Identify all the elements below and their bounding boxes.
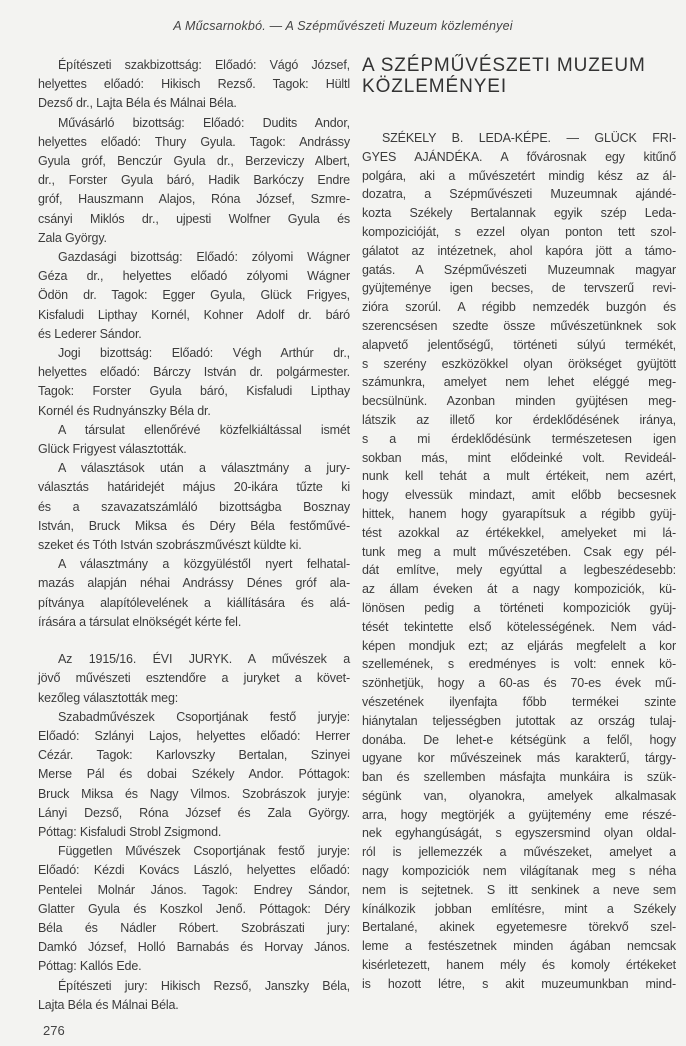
text-line: Tagok: Forster Gyula báró, Kisfaludi Lipthay (38, 384, 350, 399)
text-line: A választmány a közgyüléstől nyert felhatal- (58, 557, 350, 572)
text-line: hiánytalan teljességben jutottak az ország tulaj- (362, 713, 676, 728)
text-line: zióra szorúl. A régibb nemzedék buzgón és (362, 300, 676, 315)
text-line: képen mondjuk ezt; az eljárás megfelelt a kor (362, 638, 676, 653)
text-line: jövő művészeti esztendőre a juryket a követ- (38, 671, 350, 686)
text-line: s a mi érdeklődésünk természetesen igen (362, 431, 676, 446)
text-line: Póttag: Kallós Ede. (38, 959, 142, 974)
text-line: és Lederer Sándor. (38, 326, 142, 341)
text-line: István, Bruck Miksa és Déry Béla festőművé- (38, 518, 350, 533)
text-line: Bertalané, akinek egyetemesre törekvő szel- (362, 920, 676, 935)
text-line: kezőleg választották meg: (38, 690, 179, 705)
text-line: A választások után a választmány a jury- (58, 461, 350, 476)
text-line: szönhetjük, hogy a 60-as és 70-es évek mű- (362, 676, 676, 691)
text-line: leme a festészetnek minden ágában nemcsak (362, 939, 676, 954)
text-line: Független Művészek Csoportjának festő juryje: (58, 844, 350, 859)
running-header: A Műcsarnokbó. — A Szépművészeti Muzeum közleményei (173, 19, 513, 33)
text-line: Merse Pál és dobai Székely Andor. Póttagok: (38, 767, 350, 782)
text-line: lönösen pedig a történeti kompoziciók gyüj- (362, 600, 676, 615)
text-line: Dezső dr., Lajta Béla és Málnai Béla. (38, 96, 237, 111)
text-line: sokban más, mint elődeinké volt. Revideál- (362, 450, 676, 465)
text-line: Zala György. (38, 230, 107, 245)
text-line: Béla és Nádler Róbert. Szobrászati jury: (38, 920, 350, 935)
text-line: nunk kell tehát a mult értékeit, nem azért, (362, 469, 676, 484)
paragraph (38, 459, 350, 555)
text-line: Lányi Dezső, Róna József és Zala György. (38, 805, 350, 820)
text-line: csányi Miklós dr., ujpesti Wolfner Gyula és (38, 211, 350, 226)
text-line: helyettes előadó: Hikisch Rezső. Tagok: Hültl (38, 77, 350, 92)
text-line: s szerény eszközökkel olyan örökséget gyüjtött (362, 356, 676, 371)
section-title-line: A SZÉPMŰVÉSZETI MUZEUM (362, 55, 646, 76)
text-line: Építészeti szakbizottság: Előadó: Vágó József, (58, 58, 350, 72)
text-line: arra, hogy megtörjék a gyüjtemény eme részé- (362, 807, 676, 822)
text-line: mazás alapján néhai Andrássy Dénes gróf ala- (38, 576, 350, 591)
text-line: A társulat ellenőrévé közfelkiáltással ismét (58, 422, 350, 437)
text-line: nem is sejtetnek. S itt senkinek a neve sem (362, 882, 676, 897)
text-line: szeket és Tóth István szobrászművészt küldte ki. (38, 538, 302, 553)
text-line: gálatot az intézetnek, ahol kapóra jött a támo- (362, 243, 676, 258)
text-line: is hozott létre, s akit muzeumunkban mind- (362, 976, 676, 991)
text-line: Előadó: Szlányi Lajos, helyettes előadó: Herrer (38, 728, 350, 743)
paragraph (38, 842, 350, 976)
text-line: donába. De lehet-e kétségünk a felől, hogy (362, 732, 676, 747)
text-line: Cézár. Tagok: Karlovszky Bertalan, Szinyei (38, 748, 350, 763)
text-line: Kornél és Rudnyánszky Béla dr. (38, 403, 211, 418)
paragraph (38, 421, 350, 459)
text-line: gyüjteménye igen becses, de tervszerű revi- (362, 281, 676, 296)
text-line: írására a társulat elnökségét kérte fel. (38, 614, 242, 629)
section-title-line: KÖZLEMÉNYEI (362, 76, 508, 97)
text-line: Lajta Béla és Málnai Béla. (38, 997, 179, 1012)
paragraph (38, 555, 350, 632)
text-line: gatás. A Szépművészeti Muzeumnak magyar (362, 262, 676, 277)
text-line: Gyula gróf, Benczúr Gyula dr., Berzeviczy Albert, (38, 154, 350, 169)
text-line: Ödön dr. Tagok: Egger Gyula, Glück Frigyes, (38, 288, 350, 303)
text-line: hittek, hanem hogy gyarapítsuk a régibb gyüj- (362, 506, 676, 521)
paragraph (38, 977, 350, 1015)
text-line: helyettes előadó: Thury Gyula. Tagok: Andrássy (38, 134, 350, 149)
text-line: ugyane kor művészeinek más karakterű, tárgy- (362, 751, 676, 766)
text-line: ségünk van, olyanokra, amelyek alkalmasak (362, 788, 676, 803)
text-line: tunk meg a mult művészetében. Csak egy pél- (362, 544, 676, 559)
page-number: 276 (43, 1023, 65, 1038)
text-line: kompozicióját, s ezzel olyan ponton tett szol- (362, 224, 676, 239)
text-line: Glatter Gyula és Koszkol Jenő. Póttagok: Déry (38, 901, 350, 916)
text-line: szellemének, s eredményes is volt: ennek kö- (362, 657, 676, 672)
paragraph (38, 708, 350, 842)
text-line: látszik az illető kor érdeklődésének iránya, (362, 412, 676, 427)
section-gap (38, 632, 350, 650)
text-line: dát említve, mely egyúttal a legbeszédesebb: (362, 563, 676, 578)
text-line: Előadó: Kézdi Kovács László, helyettes előadó: (38, 863, 350, 878)
text-line: Építészeti jury: Hikisch Rezső, Janszky Béla, (58, 978, 350, 993)
text-line: ban és szellemben másfajta munkáira is szük- (362, 770, 676, 785)
text-line: Gazdasági bizottság: Előadó: zólyomi Wágner (58, 250, 350, 265)
text-line: szerencsésen szedte össze művészetünknek sok (362, 318, 676, 333)
text-line: pítványa alapítólevelének a kiállítására és alá- (38, 595, 350, 610)
paragraph (38, 56, 350, 114)
text-line: nek egyhangúságát, s egyszersmind olyan oldal- (362, 826, 676, 841)
text-line: választás határidejét május 20-ikára tűzte ki (38, 480, 350, 495)
text-line: Póttag: Kisfaludi Strobl Zsigmond. (38, 824, 222, 839)
paragraph (38, 650, 350, 708)
text-line: Kisfaludi Lipthay Kornél, Kohner Adolf dr. báró (38, 307, 350, 322)
text-line: Az 1915/16. ÉVI JURYK. A művészek a (58, 652, 350, 667)
paragraph (38, 344, 350, 421)
text-line: tését tekintette első kötelességének. Nem vád- (362, 619, 676, 634)
text-line: dozatra, a Szépművészeti Muzeumnak ajándé- (362, 187, 676, 202)
text-line: alapvető jelentőségű, történeti súlyú termékét, (362, 337, 676, 352)
paragraph (362, 129, 676, 994)
text-line: Jogi bizottság: Előadó: Végh Arthúr dr., (58, 346, 350, 361)
paragraph (38, 114, 350, 248)
text-line: Géza dr., helyettes előadó zólyomi Wágner (38, 269, 350, 284)
text-line: kozta Székely Bertalannak egyik szép Leda- (362, 206, 676, 221)
left-column (38, 56, 350, 1015)
section-title (362, 55, 676, 97)
text-line: kisérletezett, hanem mély és komoly értékeket (362, 958, 676, 973)
text-line: SZÉKELY B. LEDA-KÉPE. — GLÜCK FRI- (382, 131, 676, 145)
text-line: kínálkozik jobban említésre, mint a Székely (362, 901, 676, 916)
text-line: Bruck Miksa és Nagy Vilmos. Szobrászok juryje: (38, 786, 350, 801)
text-line: dr., Forster Gyula báró, Hadik Barkóczy Endre (38, 173, 350, 188)
text-line: polgára, aki a művészetért mindig kész az ál- (362, 168, 676, 183)
text-line: és a szavazatszámláló bizottságba Bosznay (38, 499, 350, 514)
text-line: tést azokkal az értékekkel, amelyeket mi lá- (362, 525, 676, 540)
text-line: becsülnünk. Azonban minden gyüjtésen meg- (362, 394, 676, 409)
text-line: Művásárló bizottság: Előadó: Dudits Andor, (58, 115, 350, 130)
text-line: Damkó József, Holló Barnabás és Horvay János. (38, 940, 350, 955)
right-column (362, 55, 676, 994)
text-line: számunkra, amelyet nem lehet eléggé meg- (362, 375, 676, 390)
text-line: Pentelei Molnár János. Tagok: Endrey Sándor, (38, 882, 350, 897)
text-line: nagy kompoziciók nem világítanak meg s néha (362, 864, 676, 879)
text-line: Szabadművészek Csoportjának festő juryje: (58, 709, 350, 724)
text-line: vészetének ilyenfajta főbb termékei szinte (362, 694, 676, 709)
text-line: az állam éveken át a nagy kompoziciók, kü- (362, 582, 676, 597)
text-line: gróf, Hauszmann Alajos, Róna József, Szmre- (38, 192, 350, 207)
paragraph (38, 248, 350, 344)
text-line: helyettes előadó: Bárczy István dr. polgármester. (38, 365, 350, 380)
text-line: Glück Frigyest választották. (38, 442, 187, 457)
text-line: ról is jellemezzék a művészeket, amelyet a (362, 845, 676, 860)
text-line: hogy elvessük mindazt, amit előbb becsesnek (362, 488, 676, 503)
article-body (362, 129, 676, 994)
text-line: GYES AJÁNDÉKA. A fővárosnak egy kitűnő (362, 149, 676, 164)
